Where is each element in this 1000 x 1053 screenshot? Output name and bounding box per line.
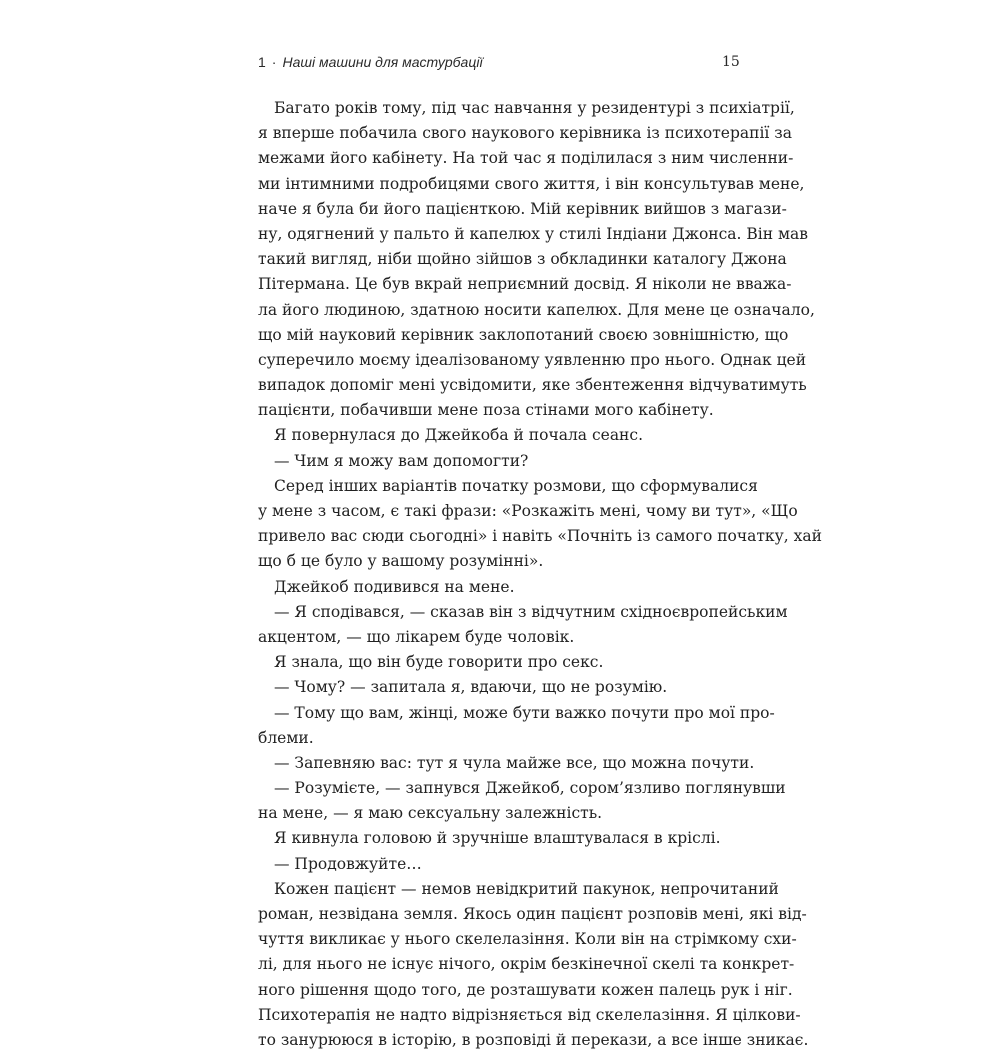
text-line: — Чому? — запитала я, вдаючи, що не розумію.	[274, 678, 668, 697]
text-line: Кожен пацієнт — немов невідкритий пакунок, непрочитаний	[274, 879, 779, 898]
text-line: лі, для нього не існує нічого, окрім безкінечної скелі та конкрет-	[258, 955, 795, 974]
text-line: — Продовжуйте…	[274, 854, 422, 873]
text-line: ного рішення щодо того, де розташувати кожен палець рук і ніг.	[258, 980, 793, 999]
text-line: випадок допоміг мені усвідомити, яке збентеження відчуватимуть	[258, 376, 807, 395]
text-line: суперечило моєму ідеалізованому уявленню про нього. Однак цей	[258, 350, 807, 369]
text-line: у мене з часом, є такі фрази: «Розкажіть мені, чому ви тут», «Що	[258, 502, 798, 520]
text-line: ми інтимними подробицями свого життя, і він консультував мене,	[258, 174, 805, 193]
text-line: Я знала, що він буде говорити про секс.	[274, 653, 604, 672]
text-line: ну, одягнений у пальто й капелюх у стилі Індіани Джонса. Він мав	[258, 224, 809, 243]
text-line: — Я сподівався, — сказав він з відчутним східноєвропейським	[274, 602, 788, 621]
text-line: Я повернулася до Джейкоба й почала сеанс.	[274, 426, 643, 445]
text-line: роман, незвідана земля. Якось один пацієнт розповів мені, які від-	[258, 905, 807, 923]
text-line: Психотерапія не надто відрізняється від скелелазіння. Я цілкови-	[258, 1005, 801, 1024]
text-line: Багато років тому, під час навчання у резидентурі з психіатрії,	[274, 99, 795, 117]
text-line: такий вигляд, ніби щойно зійшов з обкладинки каталогу Джона	[258, 250, 787, 269]
chapter-number: 1	[258, 54, 266, 70]
page-number: 15	[722, 54, 740, 70]
text-line: — Тому що вам, жінці, може бути важко почути про мої про-	[274, 703, 775, 722]
text-line: межами його кабінету. На той час я поділилася з ним численни-	[258, 149, 794, 168]
chapter-title: Наші машини для мастурбації	[282, 54, 483, 70]
text-line: акцентом, — що лікарем буде чоловік.	[258, 627, 575, 646]
text-line: Пітермана. Це був вкрай неприємний досвід. Я ніколи не вважа-	[258, 275, 792, 294]
text-line: блеми.	[258, 728, 314, 747]
text-line: пацієнти, побачивши мене поза стінами мого кабінету.	[258, 401, 714, 420]
text-line: що мій науковий керівник заклопотаний своєю зовнішністю, що	[258, 325, 789, 344]
text-line: чуття викликає у нього скелелазіння. Коли він на стрімкому схи-	[258, 930, 797, 949]
text-line: Серед інших варіантів початку розмови, що сформувалися	[274, 476, 758, 495]
text-line: наче я була би його пацієнткою. Мій керівник вийшов з магази-	[258, 199, 787, 218]
text-line: що б це було у вашому розумінні».	[258, 552, 544, 571]
text-line: — Чим я можу вам допомогти?	[274, 451, 529, 470]
text-line: на мене, — я маю сексуальну залежність.	[258, 804, 603, 823]
text-line: — Розумієте, — запнувся Джейкоб, сором’язливо поглянувши	[274, 779, 786, 798]
text-line: ла його людиною, здатною носити капелюх. Для мене це означало,	[258, 300, 815, 319]
text-line: — Запевняю вас: тут я чула майже все, що можна почути.	[274, 753, 755, 772]
header-separator: ·	[271, 54, 277, 70]
running-header	[258, 54, 483, 70]
text-line: я вперше побачила свого наукового керівника із психотерапії за	[258, 124, 792, 143]
text-line: привело вас сюди сьогодні» і навіть «Почніть із самого початку, хай	[258, 527, 822, 546]
body-text	[258, 96, 822, 1053]
text-line: Я кивнула головою й зручніше влаштувалася в кріслі.	[274, 829, 721, 848]
text-line: то занурююся в історію, в розповіді й перекази, а все інше зникає.	[258, 1030, 809, 1049]
text-line: Джейкоб подивився на мене.	[274, 577, 515, 596]
